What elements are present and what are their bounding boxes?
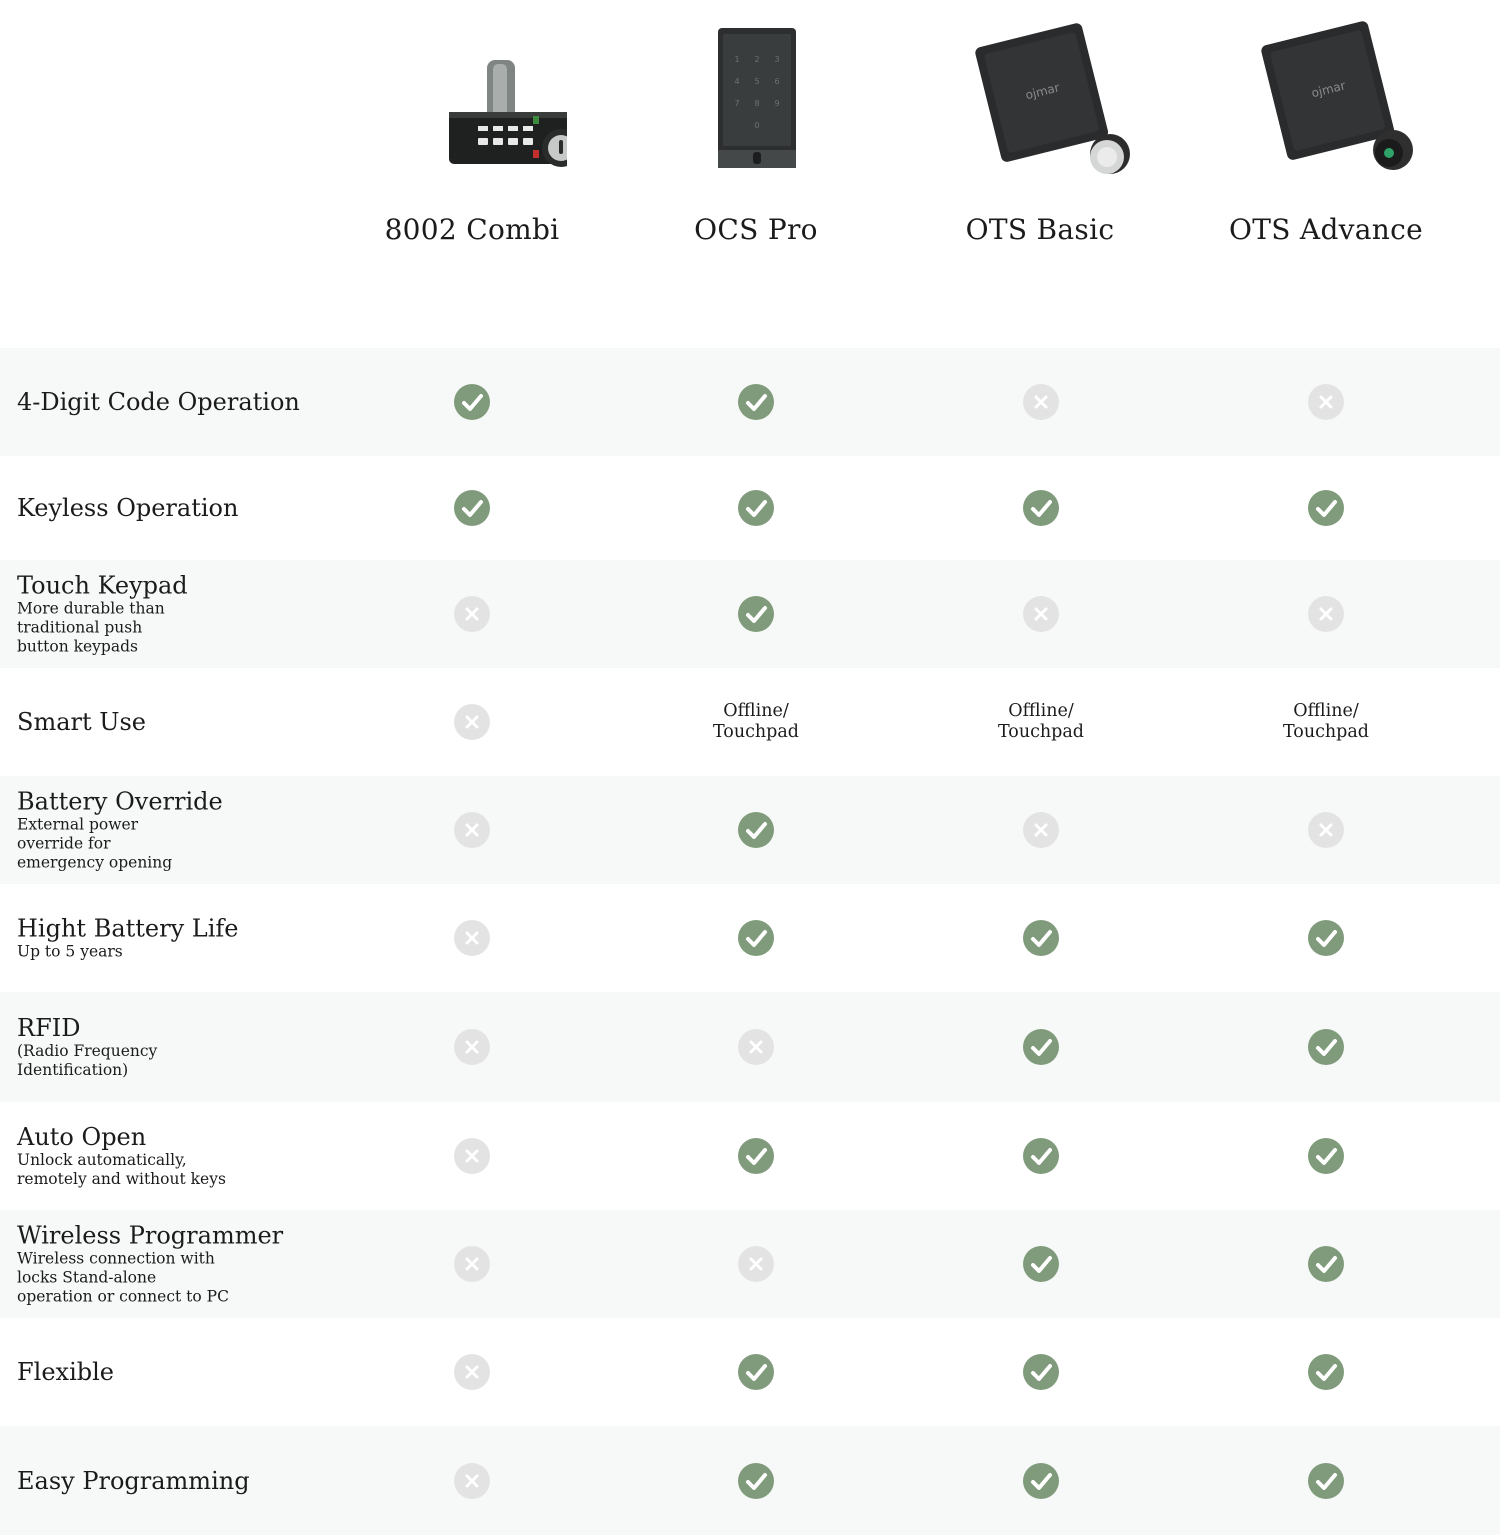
feature-label (17, 1467, 250, 1495)
check-icon (1023, 1463, 1059, 1499)
feature-cell-check (1308, 1354, 1344, 1390)
feature-cell-check (738, 920, 774, 956)
product-name: OTS Basic (965, 213, 1115, 246)
check-icon (1023, 1029, 1059, 1065)
feature-cell-check (1308, 920, 1344, 956)
feature-cell-check (1023, 1029, 1059, 1065)
cross-icon (738, 1246, 774, 1282)
feature-label (17, 494, 238, 522)
feature-cell-check (1023, 1138, 1059, 1174)
product-name: OTS Advance (1229, 213, 1423, 246)
feature-cell-text: Offline/ Touchpad (997, 701, 1085, 742)
check-icon (1308, 1463, 1344, 1499)
check-icon (1308, 1246, 1344, 1282)
feature-title: Touch Keypad (17, 571, 188, 600)
check-icon (738, 1463, 774, 1499)
check-icon (738, 596, 774, 632)
touch-keypad-lock-image (661, 14, 851, 182)
rfid-lock-advance-image (1231, 14, 1421, 182)
cross-icon (454, 596, 490, 632)
feature-cell-cross (454, 920, 490, 956)
rfid-lock-body-image (945, 14, 1135, 182)
feature-row (0, 456, 1500, 560)
cross-icon (738, 1029, 774, 1065)
svg-text:2: 2 (754, 55, 760, 64)
feature-cell-cross (1023, 812, 1059, 848)
feature-row (0, 348, 1500, 456)
check-icon (738, 1354, 774, 1390)
check-icon (1308, 490, 1344, 526)
product-column-ots-basic (898, 0, 1182, 300)
feature-row (0, 884, 1500, 992)
feature-title: Keyless Operation (17, 494, 239, 522)
cross-icon (1023, 812, 1059, 848)
feature-label (17, 1222, 283, 1307)
feature-cell-cross (454, 1029, 490, 1065)
feature-cell-check (1308, 1138, 1344, 1174)
feature-row (0, 1318, 1500, 1426)
feature-cell-cross (1023, 384, 1059, 420)
svg-text:ojmar: ojmar (1023, 80, 1061, 103)
feature-label (17, 708, 146, 736)
feature-description: Unlock automatically, remotely and without keys (17, 1151, 226, 1188)
feature-cell-check (1023, 920, 1059, 956)
svg-text:3: 3 (774, 55, 780, 64)
product-column-ocs-pro (614, 0, 898, 300)
product-name: OCS Pro (694, 213, 818, 246)
feature-title: Easy Programming (17, 1466, 250, 1495)
product-header (0, 0, 1500, 348)
feature-cell-check (454, 490, 490, 526)
feature-title: RFID (17, 1014, 81, 1042)
feature-description: Wireless connection with locks Stand-alone operation or connect to PC (17, 1249, 229, 1306)
feature-cell-check (738, 1354, 774, 1390)
feature-cell-cross (454, 1246, 490, 1282)
feature-cell-check (1023, 1354, 1059, 1390)
check-icon (1308, 1029, 1344, 1065)
feature-cell-check (1023, 1463, 1059, 1499)
cross-icon (454, 812, 490, 848)
check-icon (454, 490, 490, 526)
feature-description: External power override for emergency opening (17, 815, 173, 872)
feature-cell-check (738, 1138, 774, 1174)
feature-label (17, 572, 188, 657)
product-column-8002-combi (330, 0, 614, 300)
feature-title: Battery Override (17, 787, 223, 816)
feature-cell-check (1308, 490, 1344, 526)
check-icon (738, 812, 774, 848)
cross-icon (1023, 596, 1059, 632)
svg-text:0: 0 (754, 121, 760, 130)
feature-cell-cross (1308, 812, 1344, 848)
feature-title: Hight Battery Life (17, 914, 239, 943)
feature-cell-cross (1308, 596, 1344, 632)
feature-cell-cross (454, 704, 490, 740)
feature-cell-check (1308, 1029, 1344, 1065)
check-icon (1023, 490, 1059, 526)
feature-cell-cross (738, 1029, 774, 1065)
feature-cell-cross (454, 1138, 490, 1174)
feature-row (0, 668, 1500, 776)
cross-icon (1023, 384, 1059, 420)
check-icon (738, 384, 774, 420)
feature-description: Up to 5 years (17, 942, 123, 961)
feature-cell-cross (738, 1246, 774, 1282)
check-icon (1023, 920, 1059, 956)
feature-cell-check (454, 384, 490, 420)
svg-text:ojmar: ojmar (1309, 78, 1347, 101)
feature-description: More durable than traditional push button keypads (17, 599, 165, 656)
check-icon (1023, 1138, 1059, 1174)
feature-cell-check (1308, 1246, 1344, 1282)
feature-row (0, 776, 1500, 884)
feature-cell-cross (454, 812, 490, 848)
feature-cell-check (1023, 1246, 1059, 1282)
feature-description: (Radio Frequency Identification) (17, 1042, 158, 1079)
svg-text:6: 6 (774, 77, 780, 86)
combination-cam-lock-image (377, 14, 567, 182)
feature-label (17, 1014, 157, 1080)
cross-icon (454, 1354, 490, 1390)
cross-icon (1308, 812, 1344, 848)
feature-label (17, 1123, 226, 1189)
feature-cell-check (738, 596, 774, 632)
feature-cell-cross (1023, 596, 1059, 632)
check-icon (1308, 920, 1344, 956)
feature-row (0, 1102, 1500, 1210)
feature-label (17, 915, 239, 962)
cross-icon (1308, 596, 1344, 632)
svg-text:8: 8 (754, 99, 760, 108)
feature-row (0, 1210, 1500, 1318)
cross-icon (454, 704, 490, 740)
cross-icon (454, 1463, 490, 1499)
feature-cell-check (738, 384, 774, 420)
check-icon (454, 384, 490, 420)
svg-text:7: 7 (734, 99, 740, 108)
check-icon (1308, 1138, 1344, 1174)
check-icon (738, 1138, 774, 1174)
check-icon (1308, 1354, 1344, 1390)
feature-row (0, 992, 1500, 1102)
check-icon (738, 490, 774, 526)
cross-icon (454, 920, 490, 956)
feature-label (17, 388, 300, 416)
feature-label (17, 1358, 114, 1386)
product-column-ots-advance (1184, 0, 1468, 300)
feature-cell-cross (454, 1354, 490, 1390)
cross-icon (454, 1029, 490, 1065)
feature-title: 4-Digit Code Operation (17, 388, 300, 416)
cross-icon (454, 1246, 490, 1282)
feature-row (0, 1426, 1500, 1535)
svg-text:5: 5 (754, 77, 760, 86)
feature-title: Flexible (17, 1358, 114, 1386)
cross-icon (454, 1138, 490, 1174)
feature-cell-text: Offline/ Touchpad (1282, 701, 1370, 742)
svg-text:4: 4 (734, 77, 740, 86)
check-icon (1023, 1246, 1059, 1282)
feature-cell-cross (454, 596, 490, 632)
check-icon (738, 920, 774, 956)
product-name: 8002 Combi (384, 213, 560, 246)
feature-cell-check (738, 1463, 774, 1499)
cross-icon (1308, 384, 1344, 420)
feature-cell-cross (1308, 384, 1344, 420)
feature-cell-check (738, 812, 774, 848)
feature-label (17, 788, 223, 873)
feature-row (0, 560, 1500, 668)
feature-cell-text: Offline/ Touchpad (712, 701, 800, 742)
feature-cell-cross (454, 1463, 490, 1499)
feature-title: Wireless Programmer (17, 1221, 284, 1250)
feature-cell-check (1023, 490, 1059, 526)
svg-text:9: 9 (774, 99, 780, 108)
svg-text:1: 1 (734, 55, 740, 64)
feature-title: Smart Use (17, 708, 146, 736)
feature-cell-check (738, 490, 774, 526)
feature-title: Auto Open (17, 1123, 147, 1151)
check-icon (1023, 1354, 1059, 1390)
feature-cell-check (1308, 1463, 1344, 1499)
